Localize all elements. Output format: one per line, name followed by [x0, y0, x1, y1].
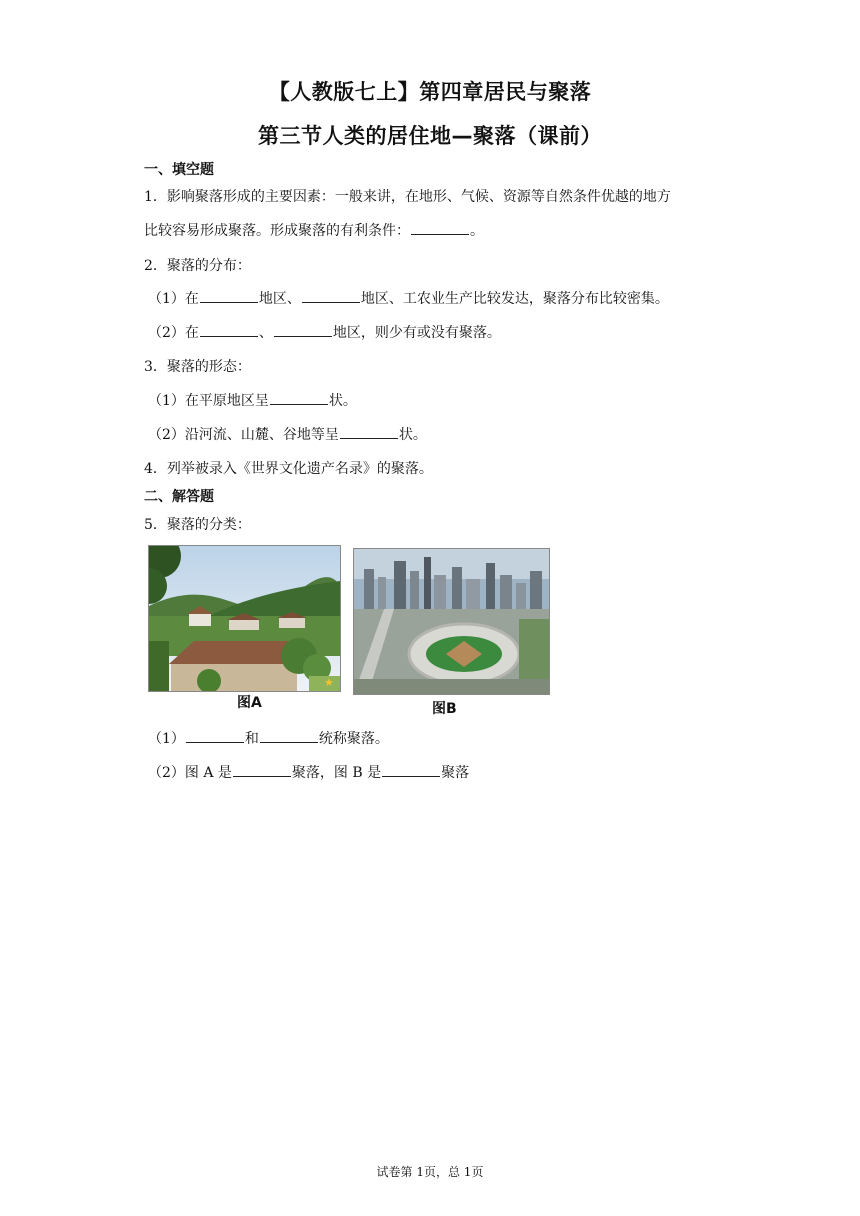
q5-sub1-blank-1[interactable] — [186, 728, 244, 743]
section-answer-heading: 二、解答题 — [144, 489, 214, 505]
q3-sub1 — [148, 390, 357, 410]
q5-sub2-blank-1[interactable] — [233, 762, 291, 777]
q5-sub1-text-c: 统称聚落。 — [318, 731, 389, 747]
urban-city-illustration — [354, 549, 549, 694]
q2-sub1-blank-1[interactable] — [200, 288, 258, 303]
q5-title: 5．聚落的分类： — [144, 517, 251, 533]
q3-sub1-text-b: 状。 — [328, 393, 357, 409]
q3-title: 3．聚落的形态： — [144, 359, 251, 375]
q3-sub2-text-a: （2）沿河流、山麓、谷地等呈 — [148, 427, 339, 443]
q2-sub2-text-c: 地区，则少有或没有聚落。 — [332, 325, 501, 341]
q2-sub2 — [148, 322, 501, 342]
q4-text: 4．列举被录入《世界文化遗产名录》的聚落。 — [144, 461, 433, 477]
q1-blank[interactable] — [411, 220, 469, 235]
q3-sub1-text-a: （1）在平原地区呈 — [148, 393, 269, 409]
q1-line1: 1．影响聚落形成的主要因素：一般来讲，在地形、气候、资源等自然条件优越的地方 — [144, 189, 671, 205]
q5-sub2 — [148, 762, 469, 782]
urban-settlement-photo — [353, 548, 550, 695]
q3-sub1-blank[interactable] — [270, 390, 328, 405]
q2-sub2-text-a: （2）在 — [148, 325, 199, 341]
q2-sub2-blank-2[interactable] — [274, 322, 332, 337]
q2-sub1-text-a: （1）在 — [148, 291, 199, 307]
q5-sub1-blank-2[interactable] — [260, 728, 318, 743]
q3-sub2 — [148, 424, 427, 444]
page-title: 【人教版七上】第四章居民与聚落 — [268, 80, 592, 104]
q5-sub2-text-a: （2）图 A 是 — [148, 765, 232, 781]
q1-line2 — [144, 220, 484, 240]
section-fill-in-heading: 一、填空题 — [144, 162, 214, 178]
q5-sub1-text-b: 和 — [244, 731, 259, 747]
q2-sub2-blank-1[interactable] — [200, 322, 258, 337]
q5-sub2-blank-2[interactable] — [382, 762, 440, 777]
q5-sub2-text-b: 聚落，图 B 是 — [291, 765, 382, 781]
figure-a-caption: 图A — [237, 695, 262, 711]
q3-sub2-blank[interactable] — [340, 424, 398, 439]
q1-text-b: 。 — [470, 223, 484, 239]
rural-village-illustration — [149, 546, 340, 691]
rural-settlement-photo — [148, 545, 341, 692]
q2-sub1-text-b: 地区、 — [258, 291, 301, 307]
q5-sub2-text-c: 聚落 — [441, 765, 470, 781]
q2-sub2-text-b: 、 — [258, 325, 273, 341]
page-footer: 试卷第 1页，总 1页 — [376, 1165, 484, 1179]
page-subtitle: 第三节人类的居住地—聚落（课前） — [258, 124, 602, 148]
q2-sub1-text-c: 地区、工农业生产比较发达，聚落分布比较密集。 — [360, 291, 669, 307]
q3-sub2-text-b: 状。 — [398, 427, 427, 443]
q2-sub1-blank-2[interactable] — [302, 288, 360, 303]
q5-sub1-text-a: （1） — [148, 731, 185, 747]
figure-b-caption: 图B — [432, 701, 457, 717]
q2-title: 2．聚落的分布： — [144, 258, 251, 274]
star-icon: ★ — [324, 676, 334, 689]
q2-sub1 — [148, 288, 669, 308]
q5-sub1 — [148, 728, 389, 748]
q1-text-a: 比较容易形成聚落。形成聚落的有利条件： — [144, 223, 410, 239]
